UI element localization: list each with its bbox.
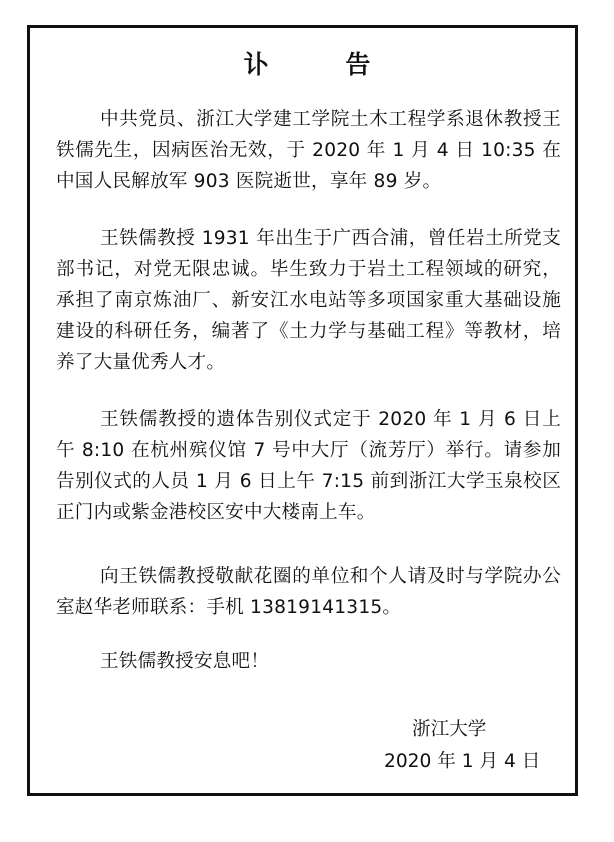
signature-organization: 浙江大学: [412, 719, 487, 740]
paragraph-biography: 王铁儒教授 1931 年出生于广西合浦，曾任岩土所党支部书记，对党无限忠诚。毕生致力于岩土工程领域的研究，承担了南京炼油厂、新安江水电站等多项国家重大基础设施建设的科研任务，编著了《土力学与基础工程》等教材，培养了大量优秀人才。: [56, 228, 561, 373]
signature-date: 2020 年 1 月 4 日: [384, 751, 541, 772]
paragraph-farewell-ceremony: 王铁儒教授的遗体告别仪式定于 2020 年 1 月 6 日上午 8:10 在杭州殡仪馆 7 号中大厅（流芳厅）举行。请参加告别仪式的人员 1 月 6 日上午 7:15 前到浙江大学玉泉校区正门内或紫金港校区安中大楼南上车。: [56, 409, 561, 523]
paragraph-death-announcement: 中共党员、浙江大学建工学院土木工程学系退休教授王铁儒先生，因病医治无效，于 2020 年 1 月 4 日 10:35 在中国人民解放军 903 医院逝世，享年 89 岁。: [56, 109, 561, 192]
notice-title: 讣 告: [243, 50, 405, 79]
paragraph-rest-in-peace: 王铁儒教授安息吧！: [100, 651, 270, 672]
paragraph-wreath-contact: 向王铁儒教授敬献花圈的单位和个人请及时与学院办公室赵华老师联系：手机 13819141315。: [56, 566, 561, 618]
